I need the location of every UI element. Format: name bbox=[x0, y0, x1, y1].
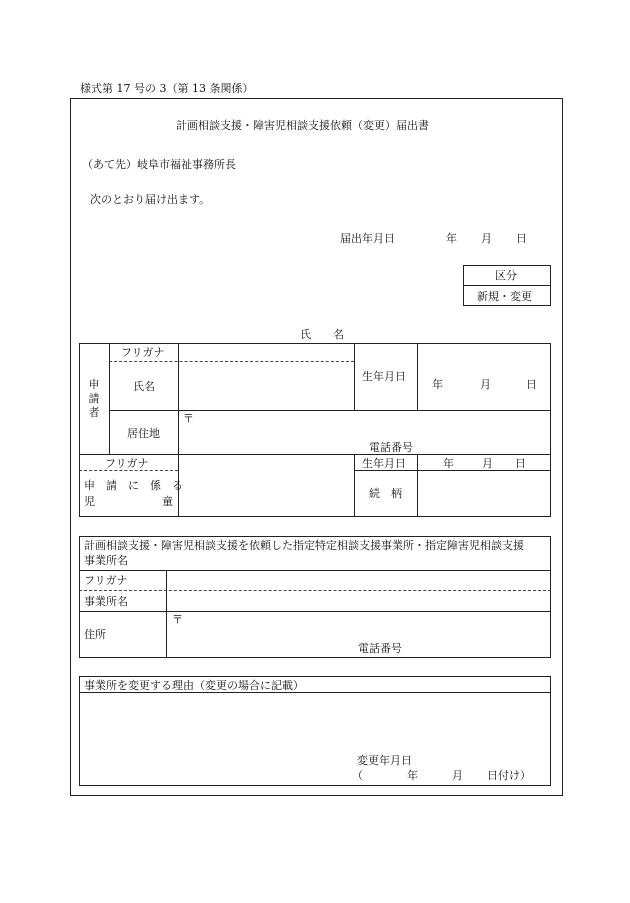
addressee: （あて先）岐阜市福祉事務所長 bbox=[82, 158, 236, 171]
applicant-birth-month[interactable]: 月 bbox=[480, 378, 491, 391]
child-birth-day[interactable]: 日 bbox=[515, 457, 526, 470]
intro-text: 次のとおり届け出ます。 bbox=[90, 193, 211, 206]
child-furigana-label: フリガナ bbox=[105, 457, 149, 470]
applicant-postal-mark: 〒 bbox=[183, 412, 194, 425]
applicant-name-label: 氏名 bbox=[133, 380, 155, 393]
child-label-char-right: 童 bbox=[162, 495, 173, 508]
child-birth-month[interactable]: 月 bbox=[482, 457, 493, 470]
category-value[interactable]: 新規・変更 bbox=[477, 290, 532, 303]
office-furigana-label: フリガナ bbox=[84, 574, 128, 587]
office-header-line1: 計画相談支援・障害児相談支援を依頼した指定特定相談支援事業所・指定障害児相談支援 bbox=[84, 539, 524, 552]
submission-date-label: 届出年月日 bbox=[340, 232, 395, 245]
child-label-line1: 申 請 に 係 る bbox=[84, 479, 183, 492]
applicant-address-label: 居住地 bbox=[127, 427, 160, 440]
form-title: 計画相談支援・障害児相談支援依頼（変更）届出書 bbox=[176, 119, 429, 132]
name-heading: 氏 名 bbox=[300, 328, 344, 341]
office-phone-label: 電話番号 bbox=[358, 642, 402, 655]
submission-day[interactable]: 日 bbox=[516, 232, 527, 245]
applicant-phone-label: 電話番号 bbox=[369, 441, 413, 454]
applicant-furigana-label: フリガナ bbox=[121, 346, 165, 359]
submission-year[interactable]: 年 bbox=[446, 232, 457, 245]
change-day-suffix[interactable]: 日付け） bbox=[487, 769, 531, 782]
child-birth-year[interactable]: 年 bbox=[443, 457, 454, 470]
applicant-birth-day[interactable]: 日 bbox=[526, 378, 537, 391]
change-reason-header: 事業所を変更する理由（変更の場合に記載） bbox=[84, 679, 304, 692]
office-postal-mark: 〒 bbox=[172, 613, 183, 626]
child-label-char-left: 児 bbox=[84, 495, 95, 508]
child-relation-label: 続 柄 bbox=[369, 487, 402, 500]
office-header-line2: 事業所名 bbox=[84, 554, 128, 567]
change-date-label: 変更年月日 bbox=[357, 754, 412, 767]
change-year[interactable]: 年 bbox=[407, 769, 418, 782]
applicant-birth-label: 生年月日 bbox=[362, 370, 406, 383]
office-address-label: 住所 bbox=[84, 628, 106, 641]
category-header: 区分 bbox=[495, 269, 517, 282]
office-table bbox=[79, 536, 551, 658]
submission-month[interactable]: 月 bbox=[481, 232, 492, 245]
child-birth-label: 生年月日 bbox=[362, 457, 406, 470]
change-month[interactable]: 月 bbox=[452, 769, 463, 782]
applicant-birth-year[interactable]: 年 bbox=[432, 378, 443, 391]
office-name-label: 事業所名 bbox=[84, 595, 128, 608]
change-date-paren-open: （ bbox=[352, 769, 363, 782]
applicant-section-label: 申 請 者 bbox=[88, 378, 100, 419]
form-number: 様式第 17 号の 3（第 13 条関係） bbox=[80, 82, 254, 95]
